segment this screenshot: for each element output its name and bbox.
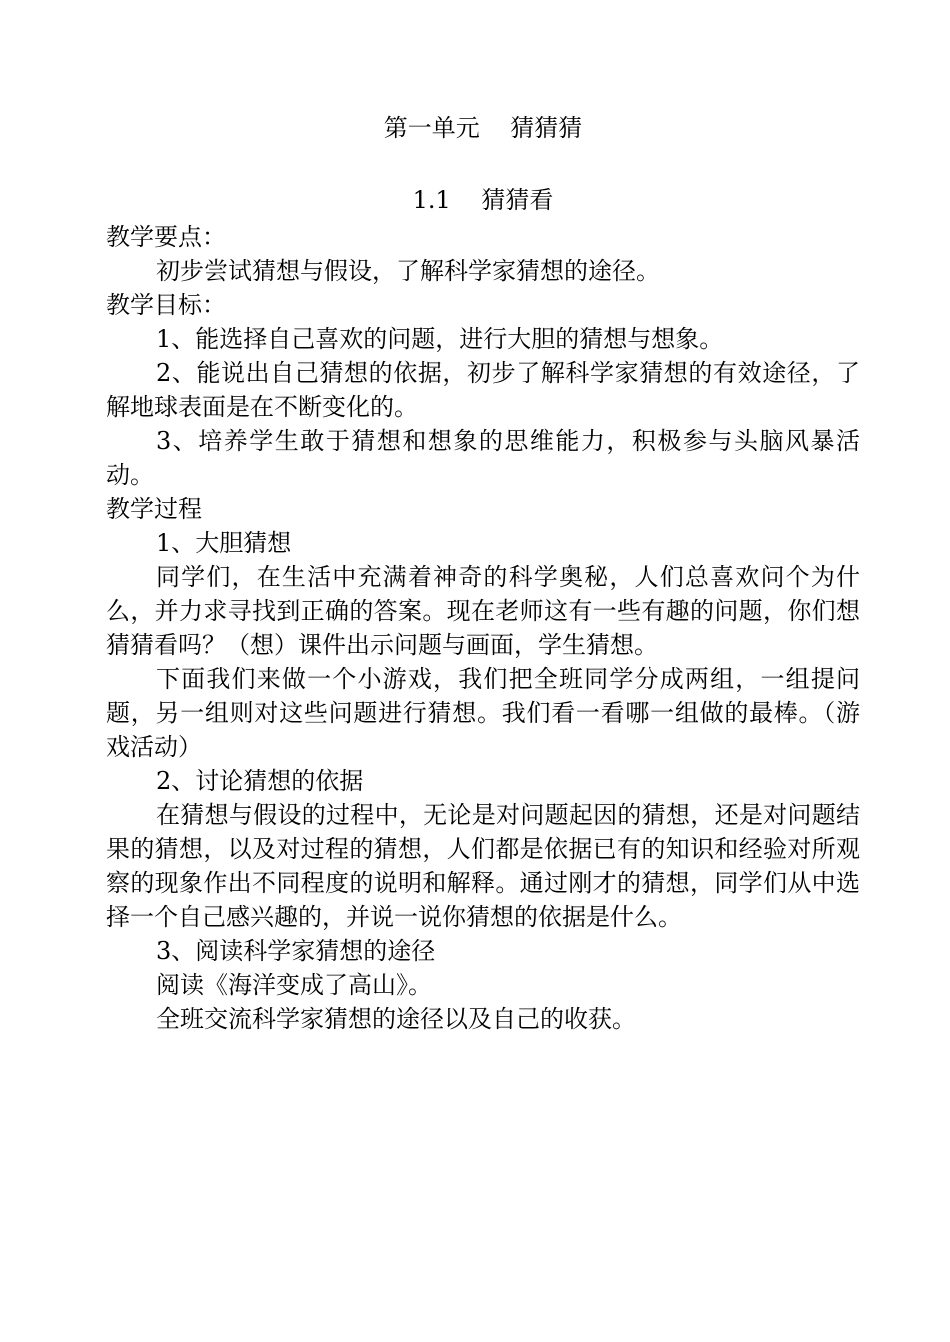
step3-heading: 3、阅读科学家猜想的途径 [156,937,436,965]
objectives-heading: 教学目标： [106,291,226,319]
step1-paragraph: 下面我们来做一个小游戏，我们把全班同学分成两组，一组提问题，另一组则对这些问题进行猜想。我们看一看哪一组做的最棒。（游戏活动） [106,665,860,761]
lesson-title: 1.1 猜猜看 [412,186,554,214]
unit-title: 第一单元 猜猜猜 [383,114,583,142]
objective-item: 1、能选择自己喜欢的问题，进行大胆的猜想与想象。 [156,325,724,353]
step2-paragraph: 在猜想与假设的过程中，无论是对问题起因的猜想，还是对问题结果的猜想，以及对过程的猜想，人们都是依据已有的知识和经验对所观察的现象作出不同程度的说明和解释。通过刚才的猜想，同学们从中选择一个自己感兴趣的，并说一说你猜想的依据是什么。 [106,801,860,931]
step2-heading: 2、讨论猜想的依据 [156,767,364,795]
step1-paragraph: 同学们，在生活中充满着神奇的科学奥秘，人们总喜欢问个为什么，并力求寻找到正确的答案。现在老师这有一些有趣的问题，你们想猜猜看吗？（想）课件出示问题与画面，学生猜想。 [106,563,860,659]
step3-line: 全班交流科学家猜想的途径以及自己的收获。 [156,1005,636,1033]
objective-item: 3、培养学生敢于猜想和想象的思维能力，积极参与头脑风暴活动。 [106,427,860,489]
key-points-text: 初步尝试猜想与假设，了解科学家猜想的途径。 [156,257,660,285]
step3-line: 阅读《海洋变成了高山》。 [156,971,432,999]
document-body [106,108,860,1036]
key-points-heading: 教学要点： [106,223,226,251]
process-heading: 教学过程 [106,495,202,523]
objective-item: 2、能说出自己猜想的依据，初步了解科学家猜想的有效途径，了解地球表面是在不断变化的。 [106,359,860,421]
step1-heading: 1、大胆猜想 [156,529,292,557]
